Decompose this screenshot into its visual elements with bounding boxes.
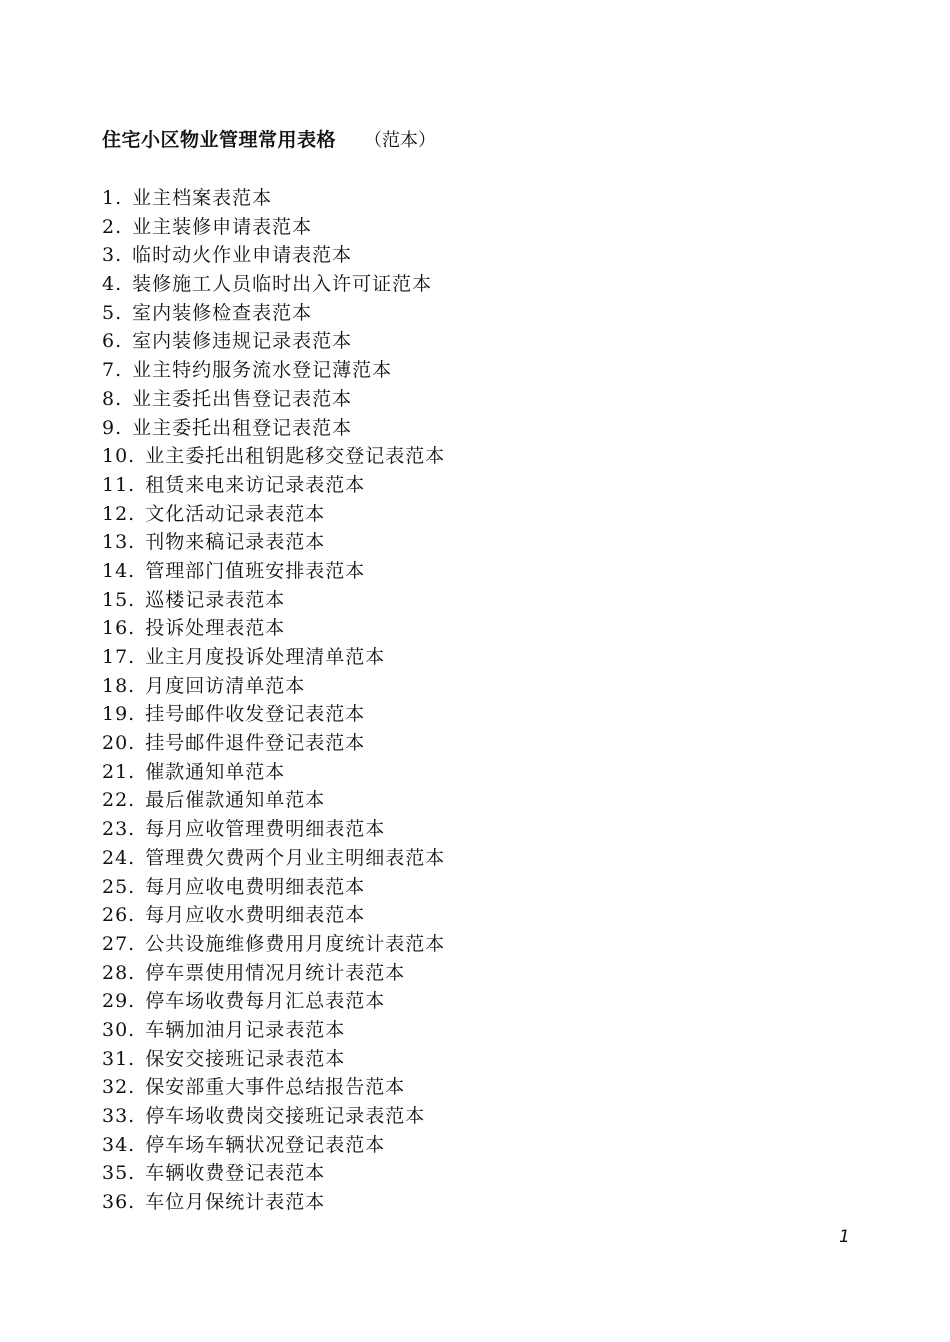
list-item [102, 471, 445, 500]
list-item-number: 34. [102, 1133, 136, 1156]
list-item [102, 442, 445, 471]
list-item-number: 15. [102, 588, 136, 611]
list-item [102, 930, 445, 959]
list-item [102, 758, 445, 787]
list-item-label: 巡楼记录表范本 [145, 588, 286, 611]
list-item [102, 213, 445, 242]
list-item-number: 5. [102, 301, 123, 324]
list-item [102, 385, 445, 414]
list-item-number: 7. [102, 359, 123, 382]
list-item-label: 每月应收电费明细表范本 [145, 875, 366, 898]
list-item-number: 6. [102, 330, 123, 353]
list-item-label: 租赁来电来访记录表范本 [145, 473, 366, 496]
list-item-label: 月度回访清单范本 [145, 674, 306, 697]
list-item [102, 959, 445, 988]
list-item [102, 614, 445, 643]
list-item-number: 16. [102, 617, 136, 640]
list-item [102, 873, 445, 902]
list-item-number: 1. [102, 187, 123, 209]
list-item-label: 催款通知单范本 [145, 760, 286, 783]
list-item-label: 临时动火作业申请表范本 [132, 244, 353, 267]
list-item [102, 672, 445, 701]
list-item-label: 投诉处理表范本 [145, 617, 286, 640]
list-item-label: 业主委托出售登记表范本 [132, 387, 353, 410]
list-item [102, 241, 445, 270]
list-item-label: 挂号邮件收发登记表范本 [145, 703, 366, 726]
list-item-number: 8. [102, 387, 123, 410]
list-item-label: 保安部重大事件总结报告范本 [145, 1076, 406, 1099]
list-item-label: 最后催款通知单范本 [145, 789, 326, 812]
list-item-label: 业主特约服务流水登记薄范本 [132, 359, 393, 382]
list-item-number: 32. [102, 1076, 136, 1099]
list-item-number: 21. [102, 760, 136, 783]
list-item-label: 停车场车辆状况登记表范本 [145, 1133, 386, 1156]
list-item [102, 356, 445, 385]
list-item-number: 2. [102, 215, 123, 238]
list-item-label: 业主装修申请表范本 [132, 215, 313, 238]
list-item-label: 业主委托出租登记表范本 [132, 416, 353, 439]
list-item-label: 停车场收费每月汇总表范本 [145, 990, 386, 1013]
list-item-label: 车辆收费登记表范本 [145, 1162, 326, 1185]
list-item [102, 414, 445, 443]
list-item-number: 26. [102, 904, 136, 927]
page-title [102, 126, 436, 154]
list-item [102, 844, 445, 873]
list-item [102, 643, 445, 672]
list-item [102, 729, 445, 758]
list-item-number: 4. [102, 273, 123, 296]
list-item-label: 装修施工人员临时出入许可证范本 [132, 273, 433, 296]
list-item-label: 停车票使用情况月统计表范本 [145, 961, 406, 984]
page-number: 1 [839, 1227, 850, 1247]
list-item-number: 24. [102, 846, 136, 869]
list-item-number: 25. [102, 875, 136, 898]
list-item [102, 1073, 445, 1102]
list-item [102, 270, 445, 299]
list-item-label: 室内装修违规记录表范本 [132, 330, 353, 353]
list-item-number: 14. [102, 559, 136, 582]
list-item-number: 20. [102, 732, 136, 755]
list-item-label: 文化活动记录表范本 [145, 502, 326, 525]
list-item-label: 停车场收费岗交接班记录表范本 [145, 1105, 426, 1127]
list-item [102, 987, 445, 1016]
list-item-number: 22. [102, 789, 136, 812]
list-item-label: 挂号邮件退件登记表范本 [145, 732, 366, 755]
list-item [102, 299, 445, 328]
list-item [102, 1188, 445, 1217]
list-item-number: 19. [102, 703, 136, 726]
list-item [102, 327, 445, 356]
list-item-number: 35. [102, 1162, 136, 1185]
list-item [102, 901, 445, 930]
list-item-label: 管理费欠费两个月业主明细表范本 [145, 846, 446, 869]
list-item-label: 公共设施维修费用月度统计表范本 [145, 932, 446, 955]
list-item-label: 每月应收水费明细表范本 [145, 904, 366, 927]
list-item-number: 29. [102, 990, 136, 1013]
list-item [102, 528, 445, 557]
list-item-label: 车位月保统计表范本 [145, 1191, 326, 1214]
list-item-label: 刊物来稿记录表范本 [145, 531, 326, 554]
form-list [102, 184, 445, 1217]
list-item [102, 1131, 445, 1160]
list-item [102, 1016, 445, 1045]
list-item-number: 9. [102, 416, 123, 439]
list-item [102, 557, 445, 586]
list-item [102, 184, 445, 213]
list-item [102, 700, 445, 729]
list-item-number: 13. [102, 531, 136, 554]
list-item-label: 业主委托出租钥匙移交登记表范本 [145, 445, 446, 468]
list-item-label: 业主档案表范本 [132, 187, 273, 209]
list-item-number: 12. [102, 502, 136, 525]
list-item-number: 28. [102, 961, 136, 984]
list-item [102, 586, 445, 615]
list-item [102, 815, 445, 844]
list-item-label: 业主月度投诉处理清单范本 [145, 646, 386, 668]
list-item-number: 3. [102, 244, 123, 267]
list-item-label: 每月应收管理费明细表范本 [145, 818, 386, 841]
list-item-label: 室内装修检查表范本 [132, 301, 313, 324]
list-item-number: 18. [102, 674, 136, 697]
list-item-number: 11. [102, 473, 136, 496]
list-item-number: 31. [102, 1047, 136, 1070]
list-item-number: 36. [102, 1191, 136, 1214]
list-item-label: 保安交接班记录表范本 [145, 1047, 346, 1070]
list-item-number: 17. [102, 646, 136, 668]
list-item-label: 管理部门值班安排表范本 [145, 559, 366, 582]
list-item-number: 10. [102, 445, 136, 468]
list-item-number: 33. [102, 1105, 136, 1127]
list-item [102, 1159, 445, 1188]
list-item [102, 1045, 445, 1074]
list-item [102, 500, 445, 529]
list-item-label: 车辆加油月记录表范本 [145, 1018, 346, 1041]
list-item [102, 786, 445, 815]
list-item-number: 27. [102, 932, 136, 955]
list-item-number: 23. [102, 818, 136, 841]
list-item [102, 1102, 445, 1131]
title-subtitle: （范本） [364, 130, 437, 151]
title-main: 住宅小区物业管理常用表格 [102, 129, 337, 151]
list-item-number: 30. [102, 1018, 136, 1041]
